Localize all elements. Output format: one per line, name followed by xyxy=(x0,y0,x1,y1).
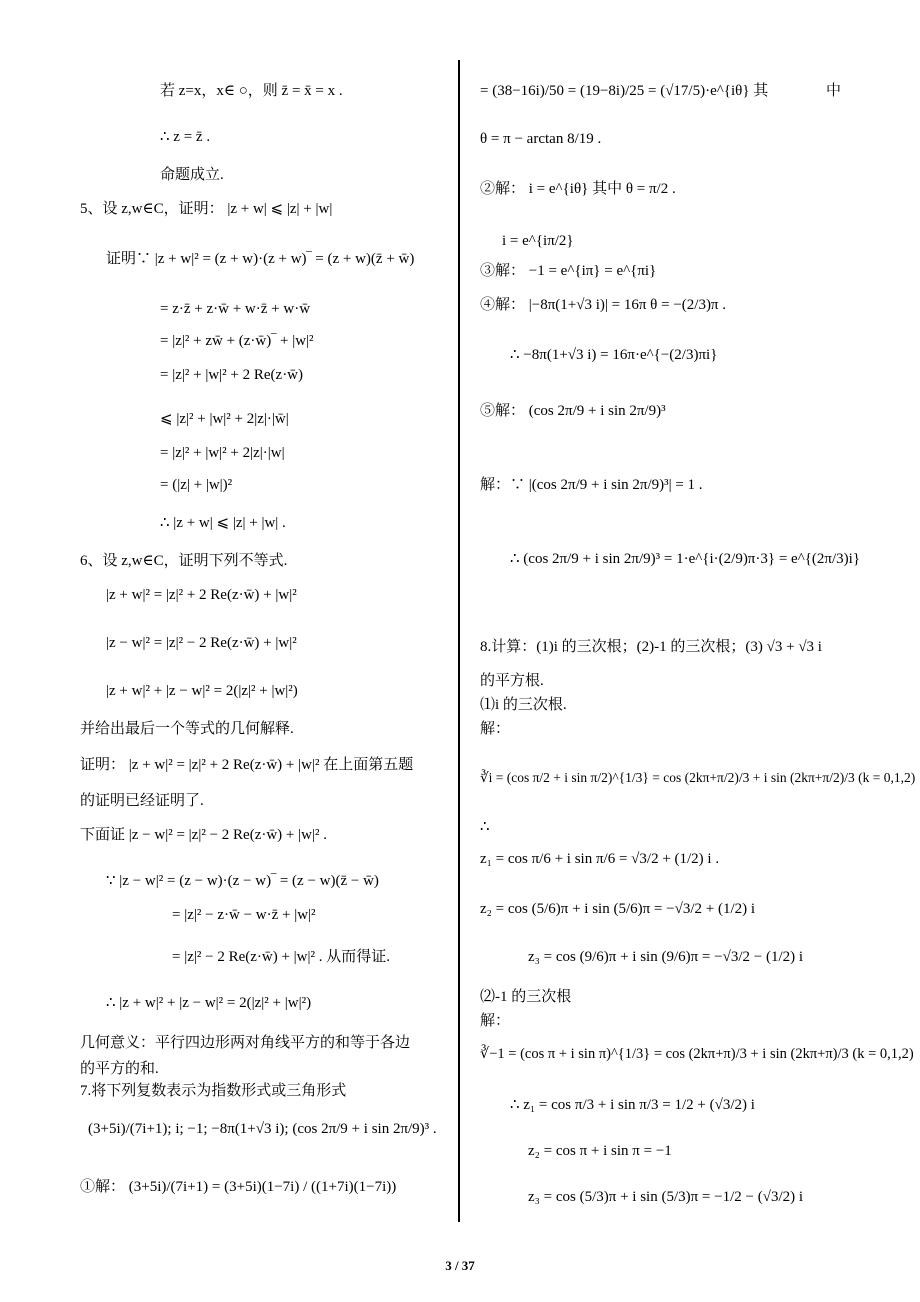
right-line: ∴ −8π(1+√3 i) = 16π·e^{−(2/3)πi} xyxy=(510,347,718,363)
right-line: z₃ = cos (5/3)π + i sin (5/3)π = −1/2 − (√3/2) i xyxy=(528,1189,804,1205)
left-line: = |z|² + |w|² + 2|z|·|w| xyxy=(160,445,285,461)
right-line: z₃ = cos (9/6)π + i sin (9/6)π = −√3/2 − (1/2) i xyxy=(528,949,804,965)
right-line: ②解： i = e^{iθ} 其中 θ = π/2 . xyxy=(480,181,676,197)
left-line: 并给出最后一个等式的几何解释. xyxy=(80,721,294,737)
left-line: = |z|² − 2 Re(z·w̄) + |w|² . 从而得证. xyxy=(172,949,391,965)
right-line: 解： xyxy=(480,1013,511,1029)
right-line: i = e^{iπ/2} xyxy=(502,233,574,249)
left-line: 证明： |z + w|² = |z|² + 2 Re(z·w̄) + |w|² 在上面第五题 xyxy=(80,757,414,773)
left-line: (3+5i)/(7i+1); i; −1; −8π(1+√3 i); (cos 2π/9 + i sin 2π/9)³ . xyxy=(88,1121,437,1137)
left-line: ∴ |z + w| ⩽ |z| + |w| . xyxy=(160,515,286,531)
left-line: ⩽ |z|² + |w|² + 2|z|·|w̄| xyxy=(160,411,289,427)
left-line: 证明∵ |z + w|² = (z + w)·(z + w)‾ = (z + w)(z̄ + w̄) xyxy=(106,251,415,267)
right-line: 8.计算：(1)i 的三次根；(2)-1 的三次根；(3) √3 + √3 i xyxy=(480,639,822,655)
right-line: ∴ z₁ = cos π/3 + i sin π/3 = 1/2 + (√3/2) i xyxy=(510,1097,755,1113)
left-line: ∵ |z − w|² = (z − w)·(z − w)‾ = (z − w)(z̄ − w̄) xyxy=(106,873,379,889)
right-line: z₁ = cos π/6 + i sin π/6 = √3/2 + (1/2) i . xyxy=(480,851,720,867)
left-line: 的证明已经证明了. xyxy=(80,793,204,809)
left-line: 命题成立. xyxy=(160,167,224,183)
right-line: ④解： |−8π(1+√3 i)| = 16π θ = −(2/3)π . xyxy=(480,297,727,313)
column-divider xyxy=(458,60,460,1222)
right-line: ∛i = (cos π/2 + i sin π/2)^{1/3} = cos (2kπ+π/2)/3 + i sin (2kπ+π/2)/3 (k = 0,1,2) xyxy=(480,770,916,785)
left-line: 5、设 z,w∈C，证明： |z + w| ⩽ |z| + |w| xyxy=(80,201,333,217)
left-line: ∴ z = z̄ . xyxy=(160,129,211,145)
right-line: ∴ (cos 2π/9 + i sin 2π/9)³ = 1·e^{i·(2/9)π·3} = e^{(2π/3)i} xyxy=(510,551,861,567)
left-line: |z − w|² = |z|² − 2 Re(z·w̄) + |w|² xyxy=(106,635,297,651)
right-line: ∛−1 = (cos π + i sin π)^{1/3} = cos (2kπ+π)/3 + i sin (2kπ+π)/3 (k = 0,1,2) xyxy=(480,1046,914,1062)
left-line: = |z|² + |w|² + 2 Re(z·w̄) xyxy=(160,367,304,383)
right-line: 解： xyxy=(480,721,511,737)
right-line: = (38−16i)/50 = (19−8i)/25 = (√17/5)·e^{iθ} 其 xyxy=(480,83,769,99)
left-line: 几何意义：平行四边形两对角线平方的和等于各边 xyxy=(80,1035,411,1051)
right-line: ⑤解： (cos 2π/9 + i sin 2π/9)³ xyxy=(480,403,666,419)
left-line: 7.将下列复数表示为指数形式或三角形式 xyxy=(80,1083,347,1099)
left-line: ①解： (3+5i)/(7i+1) = (3+5i)(1−7i) / ((1+7i)(1−7i)) xyxy=(80,1179,397,1195)
right-line: ∴ xyxy=(480,819,490,835)
left-line: 的平方的和. xyxy=(80,1061,159,1077)
right-line: z₂ = cos (5/6)π + i sin (5/6)π = −√3/2 + (1/2) i xyxy=(480,901,756,917)
left-line: 6、设 z,w∈C，证明下列不等式. xyxy=(80,553,288,569)
right-line: θ = π − arctan 8/19 . xyxy=(480,131,602,147)
left-line: = z·z̄ + z·w̄ + w·z̄ + w·w̄ xyxy=(160,301,311,317)
page-number: 3 / 37 xyxy=(445,1258,475,1273)
right-line: z₂ = cos π + i sin π = −1 xyxy=(528,1143,672,1159)
right-line: 的平方根. xyxy=(480,673,544,689)
left-line: = (|z| + |w|)² xyxy=(160,477,233,493)
right-line: 解：∵ |(cos 2π/9 + i sin 2π/9)³| = 1 . xyxy=(480,477,703,493)
right-line: ⑵-1 的三次根 xyxy=(480,989,572,1005)
right-line: ③解： −1 = e^{iπ} = e^{πi} xyxy=(480,263,657,279)
left-line: ∴ |z + w|² + |z − w|² = 2(|z|² + |w|²) xyxy=(106,995,312,1011)
left-line: |z + w|² + |z − w|² = 2(|z|² + |w|²) xyxy=(106,683,298,699)
right-line: 中 xyxy=(826,83,842,99)
left-line: |z + w|² = |z|² + 2 Re(z·w̄) + |w|² xyxy=(106,587,297,603)
left-line: = |z|² + zw̄ + (z·w̄)‾ + |w|² xyxy=(160,333,314,349)
right-line: ⑴i 的三次根. xyxy=(480,697,567,713)
left-line: 若 z=x，x∈ ○，则 z̄ = x̄ = x . xyxy=(160,83,343,99)
left-line: 下面证 |z − w|² = |z|² − 2 Re(z·w̄) + |w|² . xyxy=(80,827,327,843)
left-line: = |z|² − z·w̄ − w·z̄ + |w|² xyxy=(172,907,316,923)
